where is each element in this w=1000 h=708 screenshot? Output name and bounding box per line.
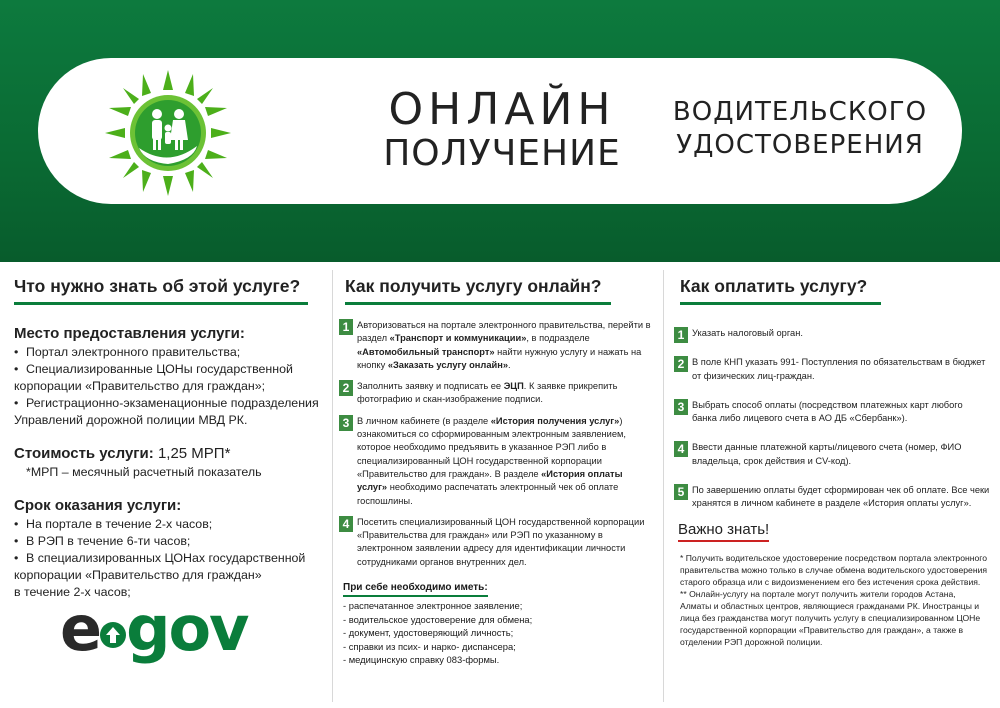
list-item: - справки из псих- и нарко- диспансера; [343,640,516,652]
need-list [333,599,663,667]
cost-note: *МРП – месячный расчетный показатель [26,465,262,479]
egov-logo-e: e [60,592,101,665]
banner-subtitle [650,96,950,161]
list-item: • На портале в течение 2-х часов; [14,517,213,531]
pay-step-1: 1 Указать налоговый орган. [666,327,990,340]
step-number-badge: 1 [674,327,688,343]
step-number-badge: 3 [674,399,688,415]
service-info-heading: Что нужно знать об этой услуге? [14,270,308,305]
list-item: • Регистрационно-экзаменационные подразделения Управлений дорожной полиции МВД РК. [14,396,319,427]
list-item: • Портал электронного правительства; [14,345,241,359]
cost-value: 1,25 МРП* [157,445,231,462]
list-item: - распечатанное электронное заявление; [343,600,523,612]
term-list [14,516,320,584]
banner-title [372,84,632,174]
step-number-badge: 2 [674,356,688,372]
payment-column [666,270,1000,648]
need-title: При себе необходимо иметь: [343,582,488,597]
header-banner [0,0,1000,262]
step-number-badge: 3 [339,415,353,431]
payment-heading: Как оплатить услугу? [680,270,881,305]
place-title: Место предоставления услуги: [14,325,245,342]
important-note-1: * Получить водительское удостоверение посредством портала электронного правительства можно только в случае обмена водительского удостоверения старого образца или с видоизменением его без истечения срока действия. [680,552,988,587]
egov-logo-gov: gov [126,592,248,665]
pay-step-4: 4 Ввести данные платежной карты/лицевого счета (номер, ФИО владельца, срок действия и CV-код). [666,441,990,468]
pay-step-3: 3 Выбрать способ оплаты (посредством платежных карт любого банка либо лицевого счета в АО ДБ «Сбербанк»). [666,399,990,426]
list-item: - водительское удостоверение для обмена; [343,613,533,625]
step-number-badge: 1 [339,319,353,335]
term-title: Срок оказания услуги: [14,497,182,514]
cost-title: Стоимость услуги: [14,445,154,462]
place-list [14,344,320,429]
service-info-column [0,270,330,601]
pay-step-2: 2 В поле КНП указать 991- Поступления по обязательствам в бюджет от физических лиц-граждан. [666,356,990,383]
step-1: 1 Авторизоваться на портале электронного правительства, перейти в раздел «Транспорт и коммуникации», в подразделе «Автомобильный транспорт» найти нужную услугу и нажать на кнопку «Заказать услугу онлайн». [333,319,653,372]
get-service-heading: Как получить услугу онлайн? [345,270,611,305]
payment-steps [666,305,1000,511]
step-2: 2 Заполнить заявку и подписать ее ЭЦП. К заявке прикрепить фотографию и скан-изображение подписи. [333,380,653,407]
important-text [666,542,1000,648]
step-number-badge: 2 [339,380,353,396]
list-item: - медицинскую справку 083-формы. [343,654,500,666]
list-item: • Специализированные ЦОНы государственной корпорации «Правительство для граждан»; [14,362,293,393]
get-service-steps [333,305,663,569]
step-number-badge: 4 [674,441,688,457]
list-item: • В РЭП в течение 6-ти часов; [14,534,191,548]
get-service-column [332,270,664,702]
family-sun-logo-icon [103,68,233,198]
pay-step-5: 5 По завершению оплаты будет сформирован чек об оплате. Все чеки хранятся в личном кабинете в разделе «История оплаты услуг». [666,484,990,511]
list-item: - документ, удостоверяющий личность; [343,627,514,639]
banner-subtitle-line2: УДОСТОВЕРЕНИЯ [676,129,924,160]
cost-row [14,445,320,462]
egov-logo [60,592,248,665]
step-number-badge: 5 [674,484,688,500]
step-3: 3 В личном кабинете (в разделе «История получения услуг») ознакомиться со сформированным электронным заявлением, которое необходимо предъявить в указанное РЭП либо в специализированный ЦОН государственной корпорации «Правительство для граждан». В разделе «История оплаты услуг» необходимо распечатать электронный чек об оплате госпошлины. [333,415,653,508]
step-number-badge: 4 [339,516,353,532]
banner-subtitle-line1: ВОДИТЕЛЬСКОГО [672,97,928,127]
list-item: • В специализированных ЦОНах государственной корпорации «Правительство для граждан» [14,551,306,582]
step-4: 4 Посетить специализированный ЦОН государственной корпорации «Правительства для граждан» или РЭП по указанному в электронном заявлении адресу для идентификации личности сотрудниками органов внутренних дел. [333,516,653,569]
important-note-2: ** Онлайн-услугу на портале могут получить жители городов Астана, Алматы и областных центров, являющиеся гражданами РК. Иностранцы и лица без гражданства могут получить услугу в специализированном ЦОНе государственной корпорации «Правительство для граждан», а также в отделении РЭП дорожной полиции. [680,588,981,647]
term-tail: в течение 2-х часов; [14,585,131,599]
banner-title-line1: ОНЛАЙН [388,84,616,135]
important-heading: Важно знать! [678,521,769,542]
egov-arrow-icon [98,620,128,650]
banner-title-line2: ПОЛУЧЕНИЕ [383,133,621,174]
